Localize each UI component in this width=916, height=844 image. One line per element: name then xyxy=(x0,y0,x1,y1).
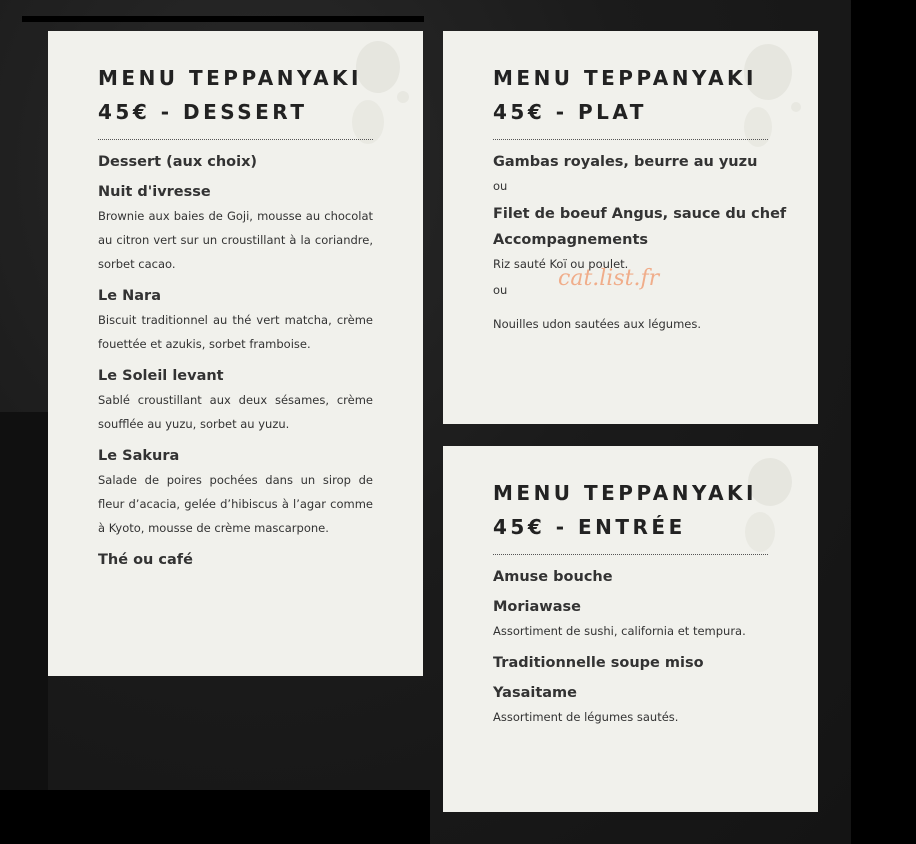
menu-item-name: Amuse bouche xyxy=(493,569,613,585)
card-title-line1: MENU TEPPANYAKI xyxy=(493,66,757,90)
menu-item xyxy=(98,152,373,172)
menu-item-description: Assortiment de sushi, california et tempura. xyxy=(493,624,746,638)
title-divider xyxy=(98,139,373,140)
menu-card-dessert xyxy=(48,31,423,676)
menu-item-name: Le Soleil levant xyxy=(98,368,224,384)
card-title-line1: MENU TEPPANYAKI xyxy=(98,66,362,90)
menu-item-name: Moriawase xyxy=(493,599,581,615)
menu-item-description: ou xyxy=(493,179,508,193)
menu-item-name: Dessert (aux choix) xyxy=(98,154,258,170)
menu-item xyxy=(98,286,373,356)
menu-item-description: Salade de poires pochées dans un sirop de fleur d’acacia, gelée d’hibiscus à l’agar comme à Kyoto, mousse de crème mascarpone. xyxy=(98,473,373,535)
menu-item-description: ou xyxy=(493,283,508,297)
background-panel xyxy=(0,412,48,790)
menu-item-name: Thé ou café xyxy=(98,552,193,568)
menu-item xyxy=(98,446,373,540)
card-title-line1: MENU TEPPANYAKI xyxy=(493,481,757,505)
menu-item xyxy=(493,204,787,224)
menu-item-name: Le Sakura xyxy=(98,448,180,464)
menu-item-name: Traditionnelle soupe miso xyxy=(493,655,704,671)
menu-item-description: Biscuit traditionnel au thé vert matcha, crème fouettée et azukis, sorbet framboise. xyxy=(98,313,373,351)
menu-item xyxy=(98,182,373,276)
menu-item-name: Accompagnements xyxy=(493,232,649,248)
menu-item-description: Riz sauté Koï ou poulet. xyxy=(493,257,629,271)
background-panel xyxy=(0,790,430,844)
menu-item-name: Le Nara xyxy=(98,288,161,304)
menu-item-description: Nouilles udon sautées aux légumes. xyxy=(493,317,702,331)
title-divider xyxy=(493,554,768,555)
menu-item-description: Assortiment de légumes sautés. xyxy=(493,710,679,724)
menu-item xyxy=(493,683,768,729)
menu-item-name: Gambas royales, beurre au yuzu xyxy=(493,154,758,170)
menu-card-entree xyxy=(443,446,818,812)
menu-item-name: Filet de boeuf Angus, sauce du chef xyxy=(493,206,787,222)
background-panel xyxy=(851,0,916,844)
menu-item-name: Nuit d'ivresse xyxy=(98,184,211,200)
menu-item-description: Brownie aux baies de Goji, mousse au chocolat au citron vert sur un croustillant à la coriandre, sorbet cacao. xyxy=(98,209,373,271)
card-title-line2: 45€ - ENTRÉE xyxy=(493,515,686,539)
menu-item xyxy=(493,567,768,587)
menu-item-name: Yasaitame xyxy=(493,685,577,701)
menu-item xyxy=(98,550,373,570)
card-title-line2: 45€ - DESSERT xyxy=(98,100,308,124)
title-divider xyxy=(493,139,768,140)
watermark-text: cat.list.fr xyxy=(558,266,660,291)
top-divider xyxy=(22,16,424,22)
menu-item-description: Sablé croustillant aux deux sésames, crème soufflée au yuzu, sorbet au yuzu. xyxy=(98,393,373,431)
menu-card-plat xyxy=(443,31,818,424)
menu-item xyxy=(493,597,768,643)
menu-item xyxy=(98,366,373,436)
menu-item xyxy=(493,152,768,198)
card-title-line2: 45€ - PLAT xyxy=(493,100,647,124)
menu-item xyxy=(493,653,768,673)
